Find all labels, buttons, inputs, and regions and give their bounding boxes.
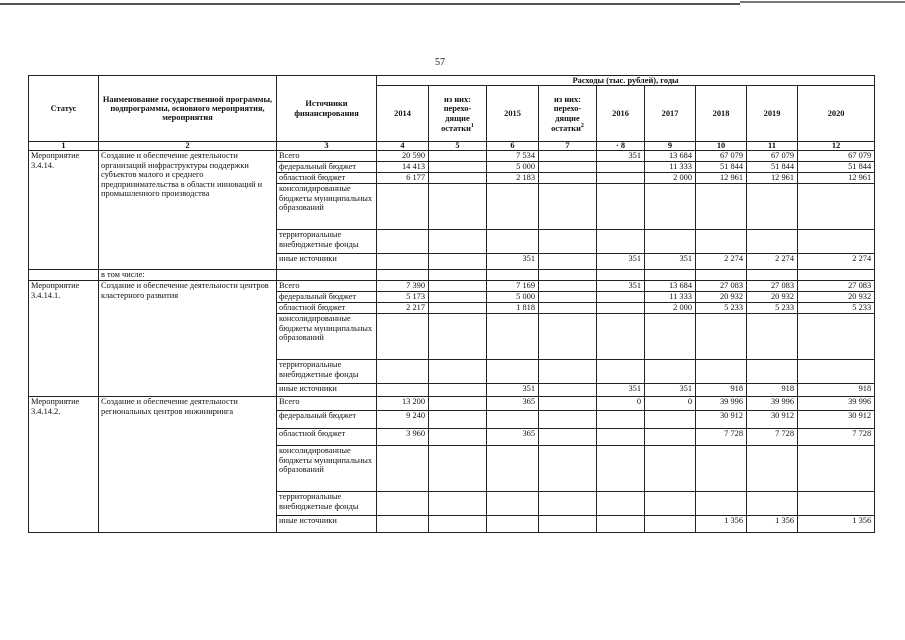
funding-source: федеральный бюджет xyxy=(277,292,377,303)
amount-cell xyxy=(539,492,597,516)
amount-cell xyxy=(597,292,645,303)
measure-name: Создание и обеспечение деятельности региональных центров инжиниринга xyxy=(99,397,277,533)
funding-source: федеральный бюджет xyxy=(277,411,377,429)
amount-cell: 3 960 xyxy=(377,429,429,446)
header-sources: Источники финансирования xyxy=(277,76,377,142)
empty-cell xyxy=(597,270,645,281)
amount-cell xyxy=(539,516,597,533)
amount-cell xyxy=(597,360,645,384)
amount-cell xyxy=(539,446,597,492)
amount-cell xyxy=(597,303,645,314)
amount-cell: 351 xyxy=(487,384,539,397)
amount-cell: 2 274 xyxy=(696,254,747,270)
amount-cell: 13 684 xyxy=(645,281,696,292)
amount-cell: 0 xyxy=(645,397,696,411)
amount-cell xyxy=(645,411,696,429)
amount-cell xyxy=(696,314,747,360)
header-2015: 2015 xyxy=(487,86,539,142)
amount-cell: 12 961 xyxy=(798,173,875,184)
col-index: 7 xyxy=(539,142,597,151)
funding-source: консолидированные бюджеты муниципальных образований xyxy=(277,184,377,230)
funding-source: областной бюджет xyxy=(277,429,377,446)
amount-cell: 7 390 xyxy=(377,281,429,292)
amount-cell xyxy=(539,230,597,254)
amount-cell: 5 233 xyxy=(747,303,798,314)
header-carryover-1: из них: перехо- дящие остатки$^1$ xyxy=(429,86,487,142)
amount-cell xyxy=(539,384,597,397)
amount-cell: 1 356 xyxy=(798,516,875,533)
amount-cell: 12 961 xyxy=(696,173,747,184)
header-2016: 2016 xyxy=(597,86,645,142)
empty-cell xyxy=(539,270,597,281)
amount-cell xyxy=(429,429,487,446)
header-2014: 2014 xyxy=(377,86,429,142)
amount-cell xyxy=(696,360,747,384)
amount-cell xyxy=(539,281,597,292)
amount-cell xyxy=(597,516,645,533)
amount-cell xyxy=(597,314,645,360)
amount-cell: 67 079 xyxy=(696,151,747,162)
amount-cell: 918 xyxy=(696,384,747,397)
amount-cell xyxy=(429,492,487,516)
amount-cell xyxy=(747,314,798,360)
amount-cell xyxy=(696,492,747,516)
header-2020: 2020 xyxy=(798,86,875,142)
empty-cell xyxy=(798,270,875,281)
amount-cell xyxy=(747,230,798,254)
amount-cell xyxy=(429,254,487,270)
amount-cell xyxy=(429,173,487,184)
amount-cell xyxy=(539,162,597,173)
amount-cell xyxy=(429,151,487,162)
amount-cell: 39 996 xyxy=(696,397,747,411)
amount-cell xyxy=(747,184,798,230)
amount-cell xyxy=(487,411,539,429)
amount-cell: 7 728 xyxy=(747,429,798,446)
measure-status: Мероприятие 3.4.14. xyxy=(29,151,99,270)
measure-status: Мероприятие 3.4.14.1. xyxy=(29,281,99,397)
amount-cell xyxy=(747,360,798,384)
amount-cell: 351 xyxy=(597,254,645,270)
amount-cell xyxy=(429,162,487,173)
amount-cell: 7 728 xyxy=(696,429,747,446)
funding-source: иные источники xyxy=(277,516,377,533)
amount-cell: 67 079 xyxy=(747,151,798,162)
amount-cell xyxy=(377,516,429,533)
amount-cell xyxy=(696,230,747,254)
amount-cell: 39 996 xyxy=(798,397,875,411)
amount-cell: 2 000 xyxy=(645,173,696,184)
amount-cell: 39 996 xyxy=(747,397,798,411)
amount-cell xyxy=(539,397,597,411)
budget-table xyxy=(28,75,875,533)
amount-cell: 918 xyxy=(798,384,875,397)
amount-cell xyxy=(597,173,645,184)
amount-cell xyxy=(487,492,539,516)
amount-cell xyxy=(377,360,429,384)
amount-cell xyxy=(798,360,875,384)
amount-cell: 2 183 xyxy=(487,173,539,184)
header-2018: 2018 xyxy=(696,86,747,142)
funding-source: иные источники xyxy=(277,384,377,397)
amount-cell: 20 932 xyxy=(696,292,747,303)
amount-cell: 7 728 xyxy=(798,429,875,446)
amount-cell: 14 413 xyxy=(377,162,429,173)
funding-source: федеральный бюджет xyxy=(277,162,377,173)
header-status: Статус xyxy=(29,76,99,142)
funding-source: областной бюджет xyxy=(277,303,377,314)
table-row xyxy=(29,281,875,292)
col-index: 9 xyxy=(645,142,696,151)
amount-cell: 5 173 xyxy=(377,292,429,303)
amount-cell: 1 818 xyxy=(487,303,539,314)
amount-cell xyxy=(696,446,747,492)
top-rule-right xyxy=(740,1,905,3)
funding-source: Всего xyxy=(277,281,377,292)
empty-cell xyxy=(487,270,539,281)
amount-cell: 20 932 xyxy=(798,292,875,303)
empty-cell xyxy=(377,270,429,281)
amount-cell xyxy=(429,360,487,384)
col-index: 11 xyxy=(747,142,798,151)
amount-cell xyxy=(798,314,875,360)
amount-cell xyxy=(747,492,798,516)
amount-cell: 5 233 xyxy=(798,303,875,314)
empty-cell xyxy=(747,270,798,281)
header-2017: 2017 xyxy=(645,86,696,142)
amount-cell xyxy=(539,254,597,270)
amount-cell: 2 274 xyxy=(798,254,875,270)
amount-cell xyxy=(429,397,487,411)
amount-cell: 13 684 xyxy=(645,151,696,162)
col-index: 4 xyxy=(377,142,429,151)
funding-source: консолидированные бюджеты муниципальных образований xyxy=(277,314,377,360)
amount-cell: 351 xyxy=(645,254,696,270)
amount-cell xyxy=(377,230,429,254)
amount-cell xyxy=(429,303,487,314)
amount-cell xyxy=(487,360,539,384)
header-expenses: Расходы (тыс. рублей), годы xyxy=(377,76,875,86)
amount-cell xyxy=(597,162,645,173)
amount-cell xyxy=(429,292,487,303)
col-index: 12 xyxy=(798,142,875,151)
amount-cell: 51 844 xyxy=(798,162,875,173)
col-index: 1 xyxy=(29,142,99,151)
amount-cell xyxy=(429,230,487,254)
amount-cell xyxy=(377,314,429,360)
measure-name: Создание и обеспечение деятельности организаций инфраструктуры поддержки субъектов малого и среднего предпринимательства в области инноваций и промышленного производства xyxy=(99,151,277,270)
amount-cell: 20 932 xyxy=(747,292,798,303)
amount-cell: 11 333 xyxy=(645,292,696,303)
amount-cell xyxy=(645,184,696,230)
amount-cell xyxy=(429,446,487,492)
amount-cell xyxy=(377,384,429,397)
col-index: 10 xyxy=(696,142,747,151)
empty-cell xyxy=(696,270,747,281)
amount-cell: 27 083 xyxy=(747,281,798,292)
col-index: 5 xyxy=(429,142,487,151)
funding-source: Всего xyxy=(277,151,377,162)
amount-cell: 7 534 xyxy=(487,151,539,162)
header-name: Наименование государственной программы, подпрограммы, основного мероприятия, мероприятия xyxy=(99,76,277,142)
funding-source: территориальные внебюджетные фонды xyxy=(277,492,377,516)
funding-source: консолидированные бюджеты муниципальных образований xyxy=(277,446,377,492)
amount-cell: 2 000 xyxy=(645,303,696,314)
column-index-row xyxy=(29,142,875,151)
amount-cell: 67 079 xyxy=(798,151,875,162)
amount-cell: 351 xyxy=(645,384,696,397)
amount-cell xyxy=(539,151,597,162)
measure-status: Мероприятие 3.4.14.2. xyxy=(29,397,99,533)
amount-cell: 9 240 xyxy=(377,411,429,429)
amount-cell: 20 590 xyxy=(377,151,429,162)
amount-cell xyxy=(597,492,645,516)
funding-source: территориальные внебюджетные фонды xyxy=(277,230,377,254)
col-index: 6 xyxy=(487,142,539,151)
amount-cell xyxy=(539,411,597,429)
amount-cell xyxy=(798,492,875,516)
amount-cell xyxy=(645,230,696,254)
amount-cell: 351 xyxy=(597,281,645,292)
amount-cell xyxy=(487,184,539,230)
col-index: · 8 xyxy=(597,142,645,151)
amount-cell xyxy=(377,254,429,270)
amount-cell xyxy=(487,314,539,360)
funding-source: иные источники xyxy=(277,254,377,270)
amount-cell: 2 274 xyxy=(747,254,798,270)
amount-cell: 351 xyxy=(597,151,645,162)
amount-cell: 351 xyxy=(597,384,645,397)
page-number: 57 xyxy=(435,57,445,68)
amount-cell: 30 912 xyxy=(696,411,747,429)
amount-cell xyxy=(645,446,696,492)
amount-cell xyxy=(377,184,429,230)
empty-cell xyxy=(645,270,696,281)
amount-cell: 13 200 xyxy=(377,397,429,411)
funding-source: областной бюджет xyxy=(277,173,377,184)
amount-cell: 6 177 xyxy=(377,173,429,184)
amount-cell xyxy=(645,360,696,384)
amount-cell xyxy=(597,411,645,429)
amount-cell xyxy=(597,446,645,492)
measure-name: Создание и обеспечение деятельности центров кластерного развития xyxy=(99,281,277,397)
col-index: 3 xyxy=(277,142,377,151)
empty-cell xyxy=(277,270,377,281)
amount-cell xyxy=(429,384,487,397)
amount-cell xyxy=(539,429,597,446)
amount-cell xyxy=(645,516,696,533)
table-row xyxy=(29,397,875,411)
amount-cell xyxy=(597,184,645,230)
amount-cell xyxy=(377,446,429,492)
amount-cell: 51 844 xyxy=(696,162,747,173)
amount-cell xyxy=(597,230,645,254)
col-index: 2 xyxy=(99,142,277,151)
amount-cell: 918 xyxy=(747,384,798,397)
funding-source: Всего xyxy=(277,397,377,411)
amount-cell xyxy=(487,230,539,254)
in-that-number-status xyxy=(29,270,99,281)
amount-cell: 27 083 xyxy=(798,281,875,292)
amount-cell xyxy=(487,516,539,533)
amount-cell: 30 912 xyxy=(747,411,798,429)
header-carryover-2: из них: перехо- дящие остатки$^2$ xyxy=(539,86,597,142)
amount-cell xyxy=(696,184,747,230)
amount-cell: 5 000 xyxy=(487,162,539,173)
header-2019: 2019 xyxy=(747,86,798,142)
amount-cell xyxy=(645,492,696,516)
amount-cell: 11 333 xyxy=(645,162,696,173)
amount-cell: 2 217 xyxy=(377,303,429,314)
amount-cell xyxy=(429,411,487,429)
amount-cell xyxy=(429,314,487,360)
amount-cell: 5 233 xyxy=(696,303,747,314)
in-that-number-label: в том числе: xyxy=(99,270,277,281)
amount-cell xyxy=(798,230,875,254)
amount-cell: 0 xyxy=(597,397,645,411)
amount-cell xyxy=(487,446,539,492)
in-that-number-row xyxy=(29,270,875,281)
empty-cell xyxy=(429,270,487,281)
amount-cell xyxy=(539,314,597,360)
funding-source: территориальные внебюджетные фонды xyxy=(277,360,377,384)
amount-cell xyxy=(597,429,645,446)
amount-cell: 365 xyxy=(487,397,539,411)
amount-cell: 27 083 xyxy=(696,281,747,292)
amount-cell xyxy=(539,173,597,184)
amount-cell: 30 912 xyxy=(798,411,875,429)
amount-cell xyxy=(429,281,487,292)
amount-cell xyxy=(377,492,429,516)
amount-cell: 365 xyxy=(487,429,539,446)
amount-cell: 5 000 xyxy=(487,292,539,303)
amount-cell: 7 169 xyxy=(487,281,539,292)
table-row xyxy=(29,151,875,162)
amount-cell xyxy=(645,314,696,360)
amount-cell xyxy=(539,292,597,303)
amount-cell: 12 961 xyxy=(747,173,798,184)
amount-cell xyxy=(798,446,875,492)
amount-cell xyxy=(429,184,487,230)
amount-cell xyxy=(645,429,696,446)
amount-cell: 351 xyxy=(487,254,539,270)
amount-cell: 1 356 xyxy=(696,516,747,533)
amount-cell xyxy=(747,446,798,492)
amount-cell xyxy=(539,184,597,230)
amount-cell xyxy=(539,303,597,314)
amount-cell: 51 844 xyxy=(747,162,798,173)
amount-cell: 1 356 xyxy=(747,516,798,533)
amount-cell xyxy=(798,184,875,230)
top-rule xyxy=(0,3,740,5)
amount-cell xyxy=(539,360,597,384)
amount-cell xyxy=(429,516,487,533)
